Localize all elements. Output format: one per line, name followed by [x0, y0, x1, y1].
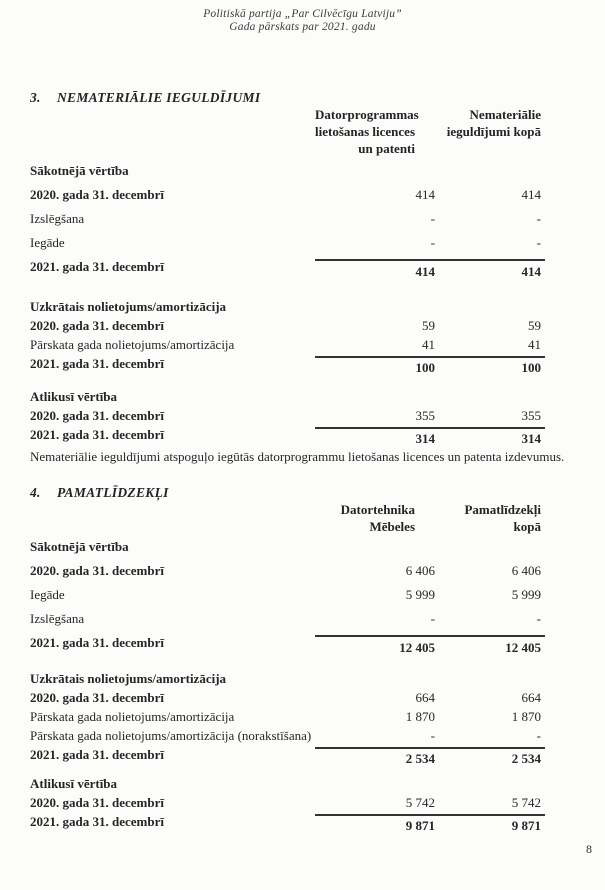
row-value-1: 9 871 — [315, 814, 435, 833]
row-label: Atlikusī vērtība — [30, 776, 118, 791]
row-label: 2021. gada 31. decembrī — [30, 747, 164, 762]
row-value-1: 2 534 — [315, 747, 435, 766]
table-row — [30, 587, 545, 611]
table-row — [30, 318, 545, 337]
table-group-row — [30, 299, 545, 318]
table-group-row — [30, 671, 545, 690]
table-row — [30, 795, 545, 814]
row-value-2: 59 — [528, 318, 541, 333]
row-value-2: 314 — [435, 427, 545, 446]
section-4-heading — [30, 483, 545, 500]
table-row — [30, 408, 545, 427]
table-row — [30, 563, 545, 587]
table-row — [30, 337, 545, 356]
row-value-1: 41 — [422, 337, 435, 352]
page-number: 8 — [586, 842, 592, 856]
column-header-1 — [315, 106, 435, 157]
row-value-1: 6 406 — [405, 563, 435, 578]
section-3-note: Nemateriālie ieguldījumi atspoguļo iegūtās datorprogrammu lietošanas licences un patenta izdevumus. — [30, 449, 565, 464]
table-row — [30, 709, 545, 728]
row-value-2: 414 — [435, 259, 545, 283]
row-label: Pārskata gada nolietojums/amortizācija — [30, 709, 235, 724]
table-row — [30, 728, 545, 747]
row-label: 2021. gada 31. decembrī — [30, 259, 164, 274]
section-title: PAMATLĪDZEKĻI — [57, 485, 169, 500]
table-column-headers — [30, 501, 545, 535]
table-row — [30, 690, 545, 709]
column-header-1 — [315, 501, 435, 535]
table-total-row — [30, 259, 545, 283]
row-label: Pārskata gada nolietojums/amortizācija — [30, 337, 235, 352]
row-label: Uzkrātais nolietojums/amortizācija — [30, 299, 227, 314]
row-value-2: 355 — [521, 408, 541, 423]
column-header-line: Nemateriālie — [469, 107, 541, 122]
section-3-heading — [30, 88, 545, 105]
row-label: Iegāde — [30, 587, 65, 602]
row-value-2: 414 — [521, 187, 541, 202]
spacer — [30, 375, 545, 389]
row-label: Izslēgšana — [30, 211, 85, 226]
row-value-2: 2 534 — [435, 747, 545, 766]
table-row — [30, 211, 545, 235]
row-value-1: 100 — [315, 356, 435, 375]
row-label: 2020. gada 31. decembrī — [30, 690, 164, 705]
row-value-2: 100 — [435, 356, 545, 375]
table-row — [30, 187, 545, 211]
row-value-2: 5 999 — [511, 587, 541, 602]
running-header — [0, 8, 605, 34]
row-value-1: 414 — [415, 187, 435, 202]
row-label: Atlikusī vērtība — [30, 389, 118, 404]
row-value-2: - — [536, 235, 541, 250]
row-value-1: 59 — [422, 318, 435, 333]
table-total-row — [30, 356, 545, 375]
spacer — [30, 659, 545, 671]
column-header-line: un patenti — [358, 141, 415, 156]
row-label: 2021. gada 31. decembrī — [30, 635, 164, 650]
row-value-2: 6 406 — [511, 563, 541, 578]
row-value-1: 5 999 — [405, 587, 435, 602]
table-total-row — [30, 635, 545, 659]
section-title: NEMATERIĀLIE IEGULDĪJUMI — [57, 90, 261, 105]
row-value-1: 5 742 — [405, 795, 435, 810]
section-4 — [30, 483, 545, 833]
row-value-2: 12 405 — [435, 635, 545, 659]
row-value-1: 12 405 — [315, 635, 435, 659]
row-value-1: - — [430, 235, 435, 250]
row-label: Pārskata gada nolietojums/amortizācija (norakstīšana) — [30, 728, 312, 743]
row-label: Iegāde — [30, 235, 65, 250]
row-label: Sākotnējā vērtība — [30, 163, 129, 178]
section-3 — [30, 88, 545, 446]
table-group-row — [30, 163, 545, 187]
section-number: 3. — [30, 90, 41, 105]
row-label: 2021. gada 31. decembrī — [30, 356, 164, 371]
row-value-2: 5 742 — [511, 795, 541, 810]
column-header-line: Datorprogrammas — [315, 107, 419, 122]
row-label: 2020. gada 31. decembrī — [30, 408, 164, 423]
column-header-line: Pamatlīdzekļi — [464, 502, 541, 517]
row-label: Sākotnējā vērtība — [30, 539, 129, 554]
row-value-1: 355 — [415, 408, 435, 423]
row-value-1: 314 — [315, 427, 435, 446]
row-value-1: - — [430, 611, 435, 626]
table-group-row — [30, 539, 545, 563]
table-row — [30, 611, 545, 635]
row-label: 2021. gada 31. decembrī — [30, 427, 164, 442]
column-header-line: lietošanas licences — [315, 124, 416, 139]
row-value-2: - — [536, 728, 541, 743]
table-total-row — [30, 747, 545, 766]
table-row — [30, 235, 545, 259]
row-value-1: 1 870 — [405, 709, 435, 724]
row-value-1: 664 — [415, 690, 435, 705]
table-total-row — [30, 814, 545, 833]
column-header-line: ieguldījumi kopā — [446, 124, 541, 139]
table-group-row — [30, 776, 545, 795]
column-header-line: Datortehnika — [340, 502, 415, 517]
spacer — [30, 283, 545, 299]
row-label: 2020. gada 31. decembrī — [30, 795, 164, 810]
row-value-1: - — [430, 211, 435, 226]
table-column-headers — [30, 106, 545, 157]
row-label: 2020. gada 31. decembrī — [30, 563, 164, 578]
section-number: 4. — [30, 485, 41, 500]
row-value-1: 414 — [315, 259, 435, 283]
spacer — [30, 766, 545, 776]
row-value-2: 664 — [521, 690, 541, 705]
row-label: Izslēgšana — [30, 611, 85, 626]
running-header-line2: Gada pārskats par 2021. gadu — [229, 21, 376, 33]
row-value-1: - — [430, 728, 435, 743]
column-header-line: Mēbeles — [369, 519, 415, 534]
row-label: 2020. gada 31. decembrī — [30, 318, 164, 333]
table-total-row — [30, 427, 545, 446]
row-value-2: 9 871 — [435, 814, 545, 833]
row-value-2: - — [536, 211, 541, 226]
row-label: Uzkrātais nolietojums/amortizācija — [30, 671, 227, 686]
row-value-2: 41 — [528, 337, 541, 352]
running-header-line1: Politiskā partija „Par Cilvēcīgu Latviju” — [203, 8, 402, 20]
table-group-row — [30, 389, 545, 408]
row-value-2: - — [536, 611, 541, 626]
row-label: 2020. gada 31. decembrī — [30, 187, 164, 202]
row-label: 2021. gada 31. decembrī — [30, 814, 164, 829]
column-header-line: kopā — [513, 519, 541, 534]
row-value-2: 1 870 — [511, 709, 541, 724]
column-header-2 — [435, 501, 545, 535]
column-header-2 — [435, 106, 545, 140]
